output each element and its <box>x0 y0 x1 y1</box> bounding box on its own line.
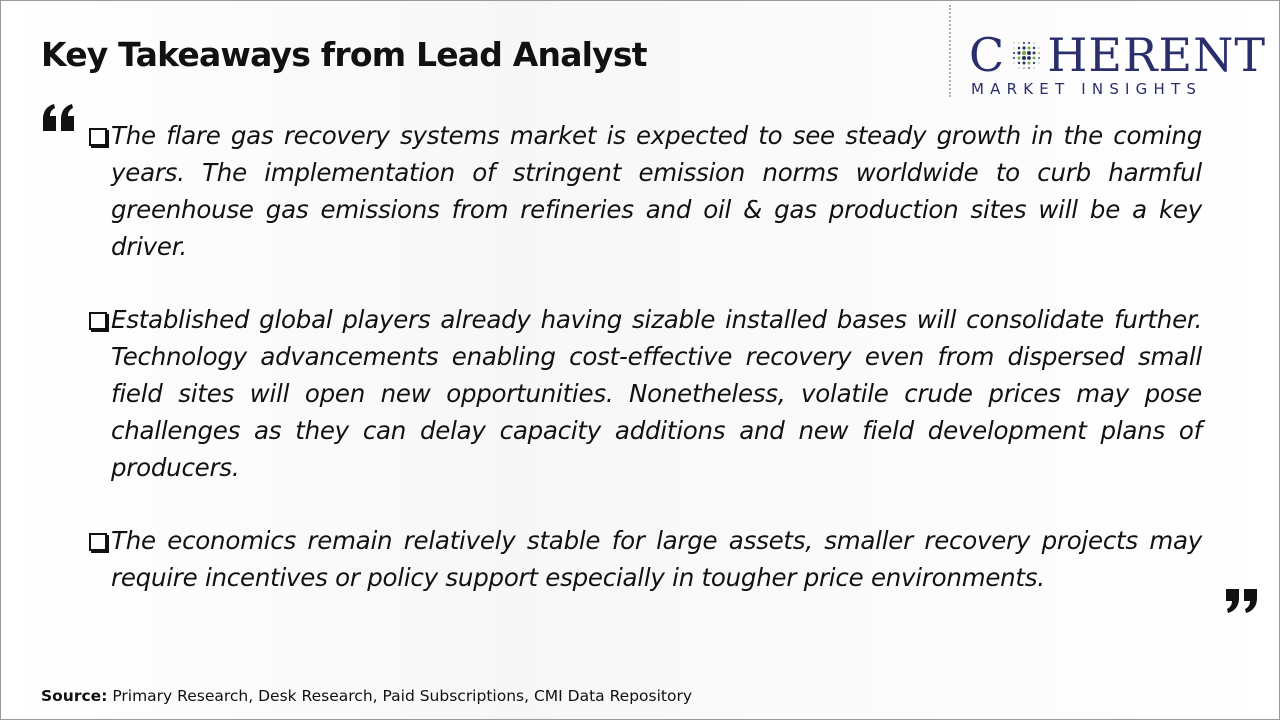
logo-dot <box>1023 46 1026 49</box>
logo-dot <box>1013 47 1015 49</box>
takeaway-text: The economics remain relatively stable for large assets, smaller recovery projects may require incentives or policy support especially in tougher price environments. <box>111 526 1202 592</box>
logo-dot <box>1028 42 1030 44</box>
logo-dot <box>1023 42 1025 44</box>
logo-dot <box>1018 62 1020 64</box>
close-quote-icon <box>1223 583 1259 619</box>
logo-wordmark <box>969 28 1267 82</box>
logo-letter-c: C <box>969 28 1006 82</box>
logo-dot <box>1018 56 1021 59</box>
logo-dot <box>1038 62 1040 64</box>
header-divider <box>949 5 951 97</box>
logo-dot <box>1028 67 1030 69</box>
source-note <box>41 687 692 705</box>
logo-dot <box>1038 47 1040 49</box>
takeaway-text: Established global players already having sizable installed bases will consolidate further. Technology advancements enabling cost-effective recovery even from dispersed small field sites will open new opportunities. Nonetheless, volatile crude prices may pose challenges as they can delay capacity additions and new field development plans of producers. <box>111 305 1202 482</box>
logo-dot <box>1033 52 1036 55</box>
logo-dot <box>1018 51 1021 54</box>
logo-dot <box>1028 62 1031 65</box>
checkbox-bullet-icon <box>89 128 107 146</box>
takeaway-item <box>87 522 1202 596</box>
coherent-logo <box>969 28 1267 99</box>
logo-dot <box>1027 56 1031 60</box>
logo-dot <box>1018 67 1020 69</box>
logo-dot <box>1018 47 1021 50</box>
takeaways-list <box>87 117 1202 632</box>
logo-dot <box>1018 42 1020 44</box>
logo-dot <box>1013 62 1015 64</box>
globe-dots-icon <box>1006 35 1046 75</box>
page-title: Key Takeaways from Lead Analyst <box>41 35 647 74</box>
logo-subtitle: MARKET INSIGHTS <box>971 80 1203 98</box>
logo-dot <box>1013 52 1015 54</box>
logo-dot <box>1023 62 1026 65</box>
logo-dot <box>1022 56 1026 60</box>
source-text: Primary Research, Desk Research, Paid Subscriptions, CMI Data Repository <box>107 687 693 705</box>
checkbox-bullet-icon <box>89 533 107 551</box>
logo-dot <box>1023 67 1025 69</box>
logo-dot <box>1033 42 1035 44</box>
open-quote-icon <box>41 101 77 137</box>
takeaway-item <box>87 301 1202 486</box>
logo-word-rest: HERENT <box>1047 28 1267 82</box>
logo-dot <box>1013 42 1015 44</box>
logo-dot <box>1033 47 1035 49</box>
logo-dot <box>1033 67 1035 69</box>
takeaway-text: The flare gas recovery systems market is expected to see steady growth in the coming years. The implementation of stringent emission norms worldwide to curb harmful greenhouse gas emissions from refineries and oil & gas production sites will be a key driver. <box>111 121 1202 261</box>
logo-dot <box>1038 57 1040 59</box>
logo-dot <box>1028 46 1031 49</box>
logo-dot <box>1027 51 1031 55</box>
logo-dot <box>1033 62 1035 64</box>
source-label: Source: <box>41 687 108 705</box>
logo-dot <box>1022 51 1026 55</box>
logo-dot <box>1038 52 1040 54</box>
checkbox-bullet-icon <box>89 312 107 330</box>
logo-dot <box>1033 57 1036 60</box>
logo-dot <box>1013 57 1015 59</box>
takeaway-item <box>87 117 1202 265</box>
